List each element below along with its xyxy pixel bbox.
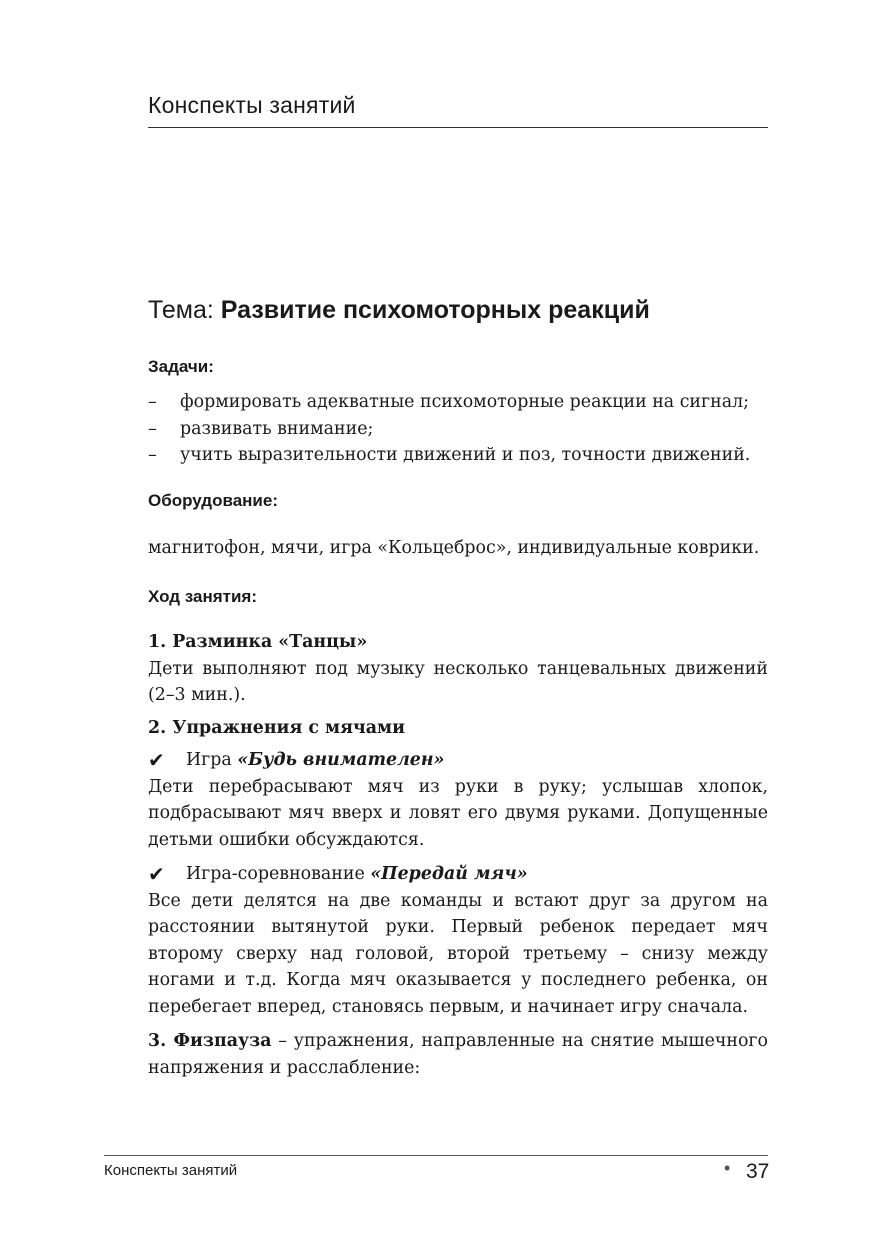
running-header: Конспекты занятий [148,92,356,118]
checkmark-icon: ✔ [148,748,165,772]
section-2 [148,715,768,1021]
header-rule [148,127,768,128]
game-name: «Передай мяч» [370,864,528,884]
tasks-list [148,389,768,469]
course-label: Ход занятия: [148,587,258,606]
page-body [148,290,768,1081]
task-text: развивать внимание; [180,418,374,439]
game-text: Дети перебрасывают мяч из руки в руку; услышав хлопок, подбрасывают мяч вверх и ловят его двумя руками. Допущенные детьми ошибки обсуждаются. [148,776,768,850]
topic-title: Развитие психомоторных реакций [220,296,650,324]
section-text: – упражнения, направленные на снятие мышечного напряжения и расслабление: [148,1031,768,1078]
section-title: 1. Разминка «Танцы» [148,632,368,652]
equipment-text: магнитофон, мячи, игра «Кольцеброс», индивидуальные коврики. [148,537,760,558]
section-text: Дети выполняют под музыку несколько танцевальных движений (2–3 мин.). [148,658,768,705]
task-text: формировать адекватные психомоторные реакции на сигнал; [180,392,749,412]
footer-title: Конспекты занятий [104,1162,238,1179]
game-title: ✔ Игра-соревнование «Передай мяч» [148,862,528,886]
checkmark-icon: ✔ [148,862,165,886]
footer-rule [104,1155,768,1156]
footer-bullet: • [724,1158,731,1178]
section-title: 3. Физпауза [148,1031,272,1051]
section-1 [148,629,768,709]
list-item: – формировать адекватные психомоторные реакции на сигнал; [148,389,768,416]
section-3 [148,1028,768,1081]
page-number: 37 [746,1160,770,1183]
equipment-label: Оборудование: [148,490,278,510]
game-text: Все дети делятся на две команды и встают друг за другом на расстоянии вытянутой руки. Первый ребенок передает мяч второму сверху над головой, второй третьему – снизу между ногами и т.д. Когда мяч оказывается у последнего ребенка, он перебегает вперед, становясь первым, и начинает игру сначала. [148,890,768,1017]
task-text: учить выразительности движений и поз, точности движений. [180,445,751,465]
section-title: 2. Упражнения с мячами [148,717,405,738]
list-item: – развивать внимание; [148,416,768,443]
game-name: «Будь внимателен» [237,750,445,770]
list-item: – учить выразительности движений и поз, точности движений. [148,442,768,469]
tasks-label: Задачи: [148,357,214,376]
topic-prefix: Тема: [148,296,221,324]
topic-heading [148,290,768,330]
game-title: ✔ Игра «Будь внимателен» [148,748,445,772]
